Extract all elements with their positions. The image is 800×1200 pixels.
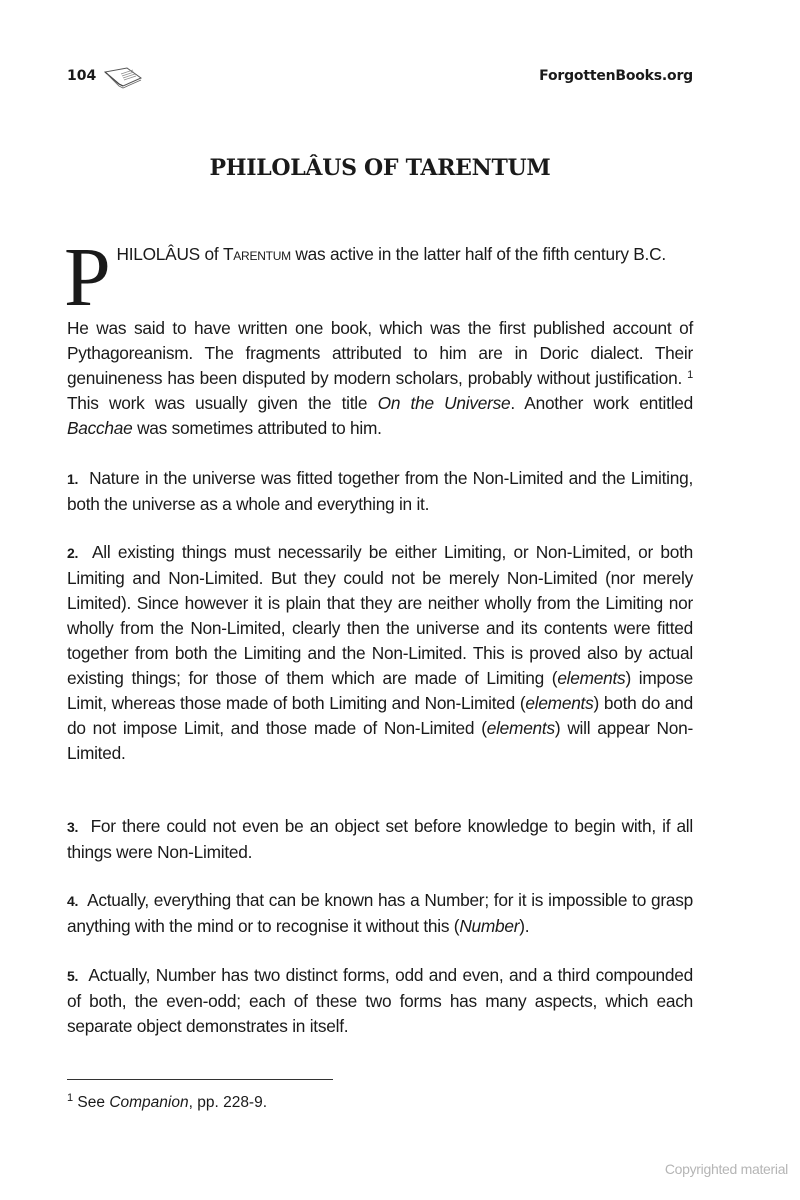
drop-cap: P [64,231,111,324]
emphasis: elements [525,693,594,713]
fragment-number: 5. [67,968,79,984]
fragment-text: Actually, Number has two distinct forms, odd and even, and a third compounded of both, the even-odd; each of these two forms has many aspects, which each separate object demonstrates in itself. [67,965,693,1036]
footnote-ref[interactable]: 1 [687,369,693,381]
fragment-text: For there could not even be an object set before knowledge to begin with, if all things were Non-Limited. [67,816,693,862]
intro-lead: HILOLÂUS of [116,244,223,264]
page-number: 104 [67,68,97,84]
fragment-text: ) will appear Non-Limited. [67,718,693,763]
intro-paragraph [64,231,693,324]
text: This work was usually given the title [67,393,378,413]
footnote [67,1094,267,1112]
fragment-number: 1. [67,471,79,487]
emphasis: Number [459,916,520,936]
copyright-watermark: Copyrighted material [664,1161,788,1177]
description-paragraph [67,316,693,441]
work-title: Bacchae [67,418,133,438]
fragment-number: 4. [67,893,79,909]
fragment-text: ). [519,916,530,936]
footnote-divider [67,1079,333,1080]
fragment-text: Nature in the universe was fitted together from the Non-Limited and the Limiting, both the universe as a whole and everything in it. [67,468,694,514]
fragment-text: Actually, everything that can be known has a Number; for it is impossible to grasp anything with the mind or to recognise it without this ( [67,890,693,936]
fragment-text: All existing things must necessarily be either Limiting, or Non-Limited, or both Limiting and Non-Limited. But they could not be merely Non-Limited (nor merely Limited). Since however it is plain that they are neither wholly from the Limiting nor wholly from the Non-Limited, clearly then the universe and its contents were fitted together from both the Limiting and the Non-Limited. This is proved also by actual existing things; for those of them which are made of Limiting ( [67,542,693,688]
text: . Another work entitled [510,393,694,413]
emphasis: elements [557,668,626,688]
fragment-number: 2. [67,545,79,561]
fragment-5 [67,963,693,1039]
fragment-4 [67,888,693,939]
emphasis: elements [486,718,555,738]
fragment-number: 3. [67,819,79,835]
footnote-mark: 1 [67,1092,74,1104]
fragment-text: ) impose Limit, whereas those made of both Limiting and Non-Limited ( [67,668,694,713]
site-name: ForgottenBooks.org [539,68,693,84]
text: He was said to have written one book, which was the first published account of Pythagoreanism. The fragments attributed to him are in Doric dialect. Their genuineness has been disputed by modern scholars, probably without justification. [67,318,693,388]
intro-rest: was active in the latter half of the fifth century B.C. [290,244,666,264]
fragment-1 [67,466,693,517]
fragment-text: ) both do and do not impose Limit, and those made of Non-Limited ( [67,693,693,738]
intro-smallcaps: Tarentum [222,244,291,264]
open-book-icon [103,66,143,90]
text: was sometimes attributed to him. [132,418,382,438]
work-title: On the Universe [377,393,511,413]
page-header [67,66,693,90]
footnote-text: , pp. 228-9. [188,1094,268,1111]
footnote-work-title: Companion [109,1094,189,1111]
footnote-text: See [73,1094,110,1111]
fragment-2 [67,540,693,766]
fragment-3 [67,814,693,865]
page-title: PHILOLÂUS OF TARENTUM [209,155,551,181]
